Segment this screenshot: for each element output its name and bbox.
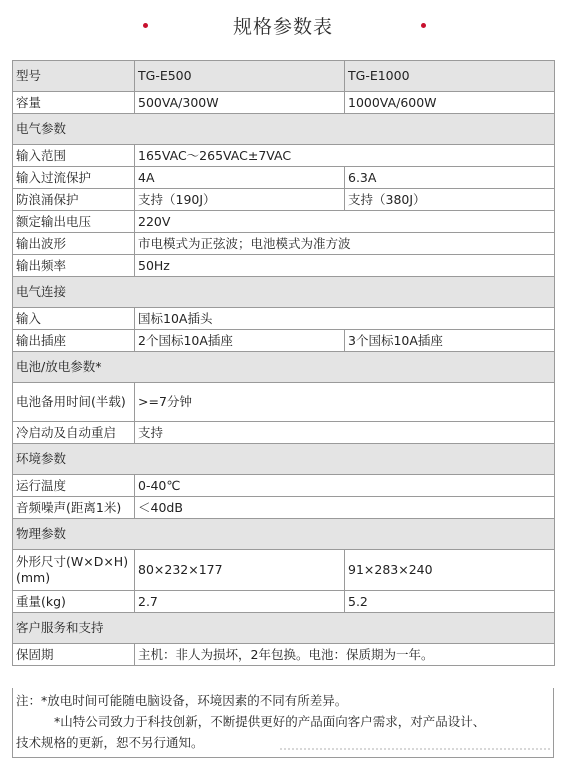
table-row bbox=[13, 255, 555, 277]
section-title: 环境参数 bbox=[13, 444, 555, 475]
row-label: 防浪涌保护 bbox=[13, 189, 135, 211]
cell-value: 国标10A插头 bbox=[135, 308, 555, 330]
row-label: 输入过流保护 bbox=[13, 167, 135, 189]
header-label: 型号 bbox=[13, 61, 135, 92]
section-title: 物理参数 bbox=[13, 519, 555, 550]
cell-value: 市电模式为正弦波；电池模式为准方波 bbox=[135, 233, 555, 255]
cell-value: 5.2 bbox=[345, 591, 555, 613]
cell-value: 1000VA/600W bbox=[345, 92, 555, 114]
cell-value: >=7分钟 bbox=[135, 383, 555, 422]
table-row bbox=[13, 475, 555, 497]
header-model-1: TG-E500 bbox=[135, 61, 345, 92]
section-row bbox=[13, 519, 555, 550]
cell-value: 80×232×177 bbox=[135, 550, 345, 591]
row-label: 重量(kg) bbox=[13, 591, 135, 613]
table-row bbox=[13, 189, 555, 211]
row-label: 输入 bbox=[13, 308, 135, 330]
cell-value: 2个国标10A插座 bbox=[135, 330, 345, 352]
row-label: 额定输出电压 bbox=[13, 211, 135, 233]
row-label: 音频噪声(距离1米) bbox=[13, 497, 135, 519]
row-label: 输出插座 bbox=[13, 330, 135, 352]
section-row bbox=[13, 277, 555, 308]
section-title: 电气连接 bbox=[13, 277, 555, 308]
row-label: 保固期 bbox=[13, 644, 135, 666]
cell-value: 支持 bbox=[135, 422, 555, 444]
table-row bbox=[13, 330, 555, 352]
page-title: 规格参数表 bbox=[232, 16, 333, 38]
table-row bbox=[13, 497, 555, 519]
section-row bbox=[13, 444, 555, 475]
table-row bbox=[13, 145, 555, 167]
note-line-2: *山特公司致力于科技创新，不断提供更好的产品面向客户需求，对产品设计、 bbox=[54, 714, 486, 729]
table-row bbox=[13, 422, 555, 444]
section-row bbox=[13, 352, 555, 383]
row-label: 冷启动及自动重启 bbox=[13, 422, 135, 444]
cell-value: 4A bbox=[135, 167, 345, 189]
cell-value: 3个国标10A插座 bbox=[345, 330, 555, 352]
row-label: 运行温度 bbox=[13, 475, 135, 497]
section-title: 客户服务和支持 bbox=[13, 613, 555, 644]
table-row bbox=[13, 211, 555, 233]
row-label: 容量 bbox=[13, 92, 135, 114]
cell-value: 2.7 bbox=[135, 591, 345, 613]
section-row bbox=[13, 613, 555, 644]
row-label: 输出波形 bbox=[13, 233, 135, 255]
table-row bbox=[13, 92, 555, 114]
table-row bbox=[13, 550, 555, 591]
row-label: 外形尺寸(W×D×H)(mm) bbox=[13, 550, 135, 591]
section-title: 电气参数 bbox=[13, 114, 555, 145]
header-model-2: TG-E1000 bbox=[345, 61, 555, 92]
row-label: 输入范围 bbox=[13, 145, 135, 167]
table-row bbox=[13, 308, 555, 330]
table-row bbox=[13, 383, 555, 422]
row-label: 输出频率 bbox=[13, 255, 135, 277]
table-row bbox=[13, 233, 555, 255]
bottom-divider bbox=[280, 748, 550, 752]
cell-value: 主机：非人为损坏，2年包换。电池：保质期为一年。 bbox=[135, 644, 555, 666]
title-bar bbox=[0, 0, 566, 50]
table-row bbox=[13, 167, 555, 189]
spec-table bbox=[12, 60, 555, 666]
table-row bbox=[13, 644, 555, 666]
table-row bbox=[13, 591, 555, 613]
cell-value: 50Hz bbox=[135, 255, 555, 277]
cell-value: 支持（380J） bbox=[345, 189, 555, 211]
cell-value: ＜40dB bbox=[135, 497, 555, 519]
note-line-3: 技术规格的更新，恕不另行通知。 bbox=[16, 735, 204, 750]
section-row bbox=[13, 114, 555, 145]
row-label: 电池备用时间(半载) bbox=[13, 383, 135, 422]
note-line-1: 注：*放电时间可能随电脑设备，环境因素的不同有所差异。 bbox=[16, 693, 348, 708]
cell-value: 0-40℃ bbox=[135, 475, 555, 497]
right-dot-icon bbox=[421, 23, 426, 28]
cell-value: 支持（190J） bbox=[135, 189, 345, 211]
cell-value: 500VA/300W bbox=[135, 92, 345, 114]
cell-value: 220V bbox=[135, 211, 555, 233]
cell-value: 165VAC～265VAC±7VAC bbox=[135, 145, 555, 167]
cell-value: 6.3A bbox=[345, 167, 555, 189]
cell-value: 91×283×240 bbox=[345, 550, 555, 591]
table-header-row bbox=[13, 61, 555, 92]
section-title: 电池/放电参数* bbox=[13, 352, 555, 383]
